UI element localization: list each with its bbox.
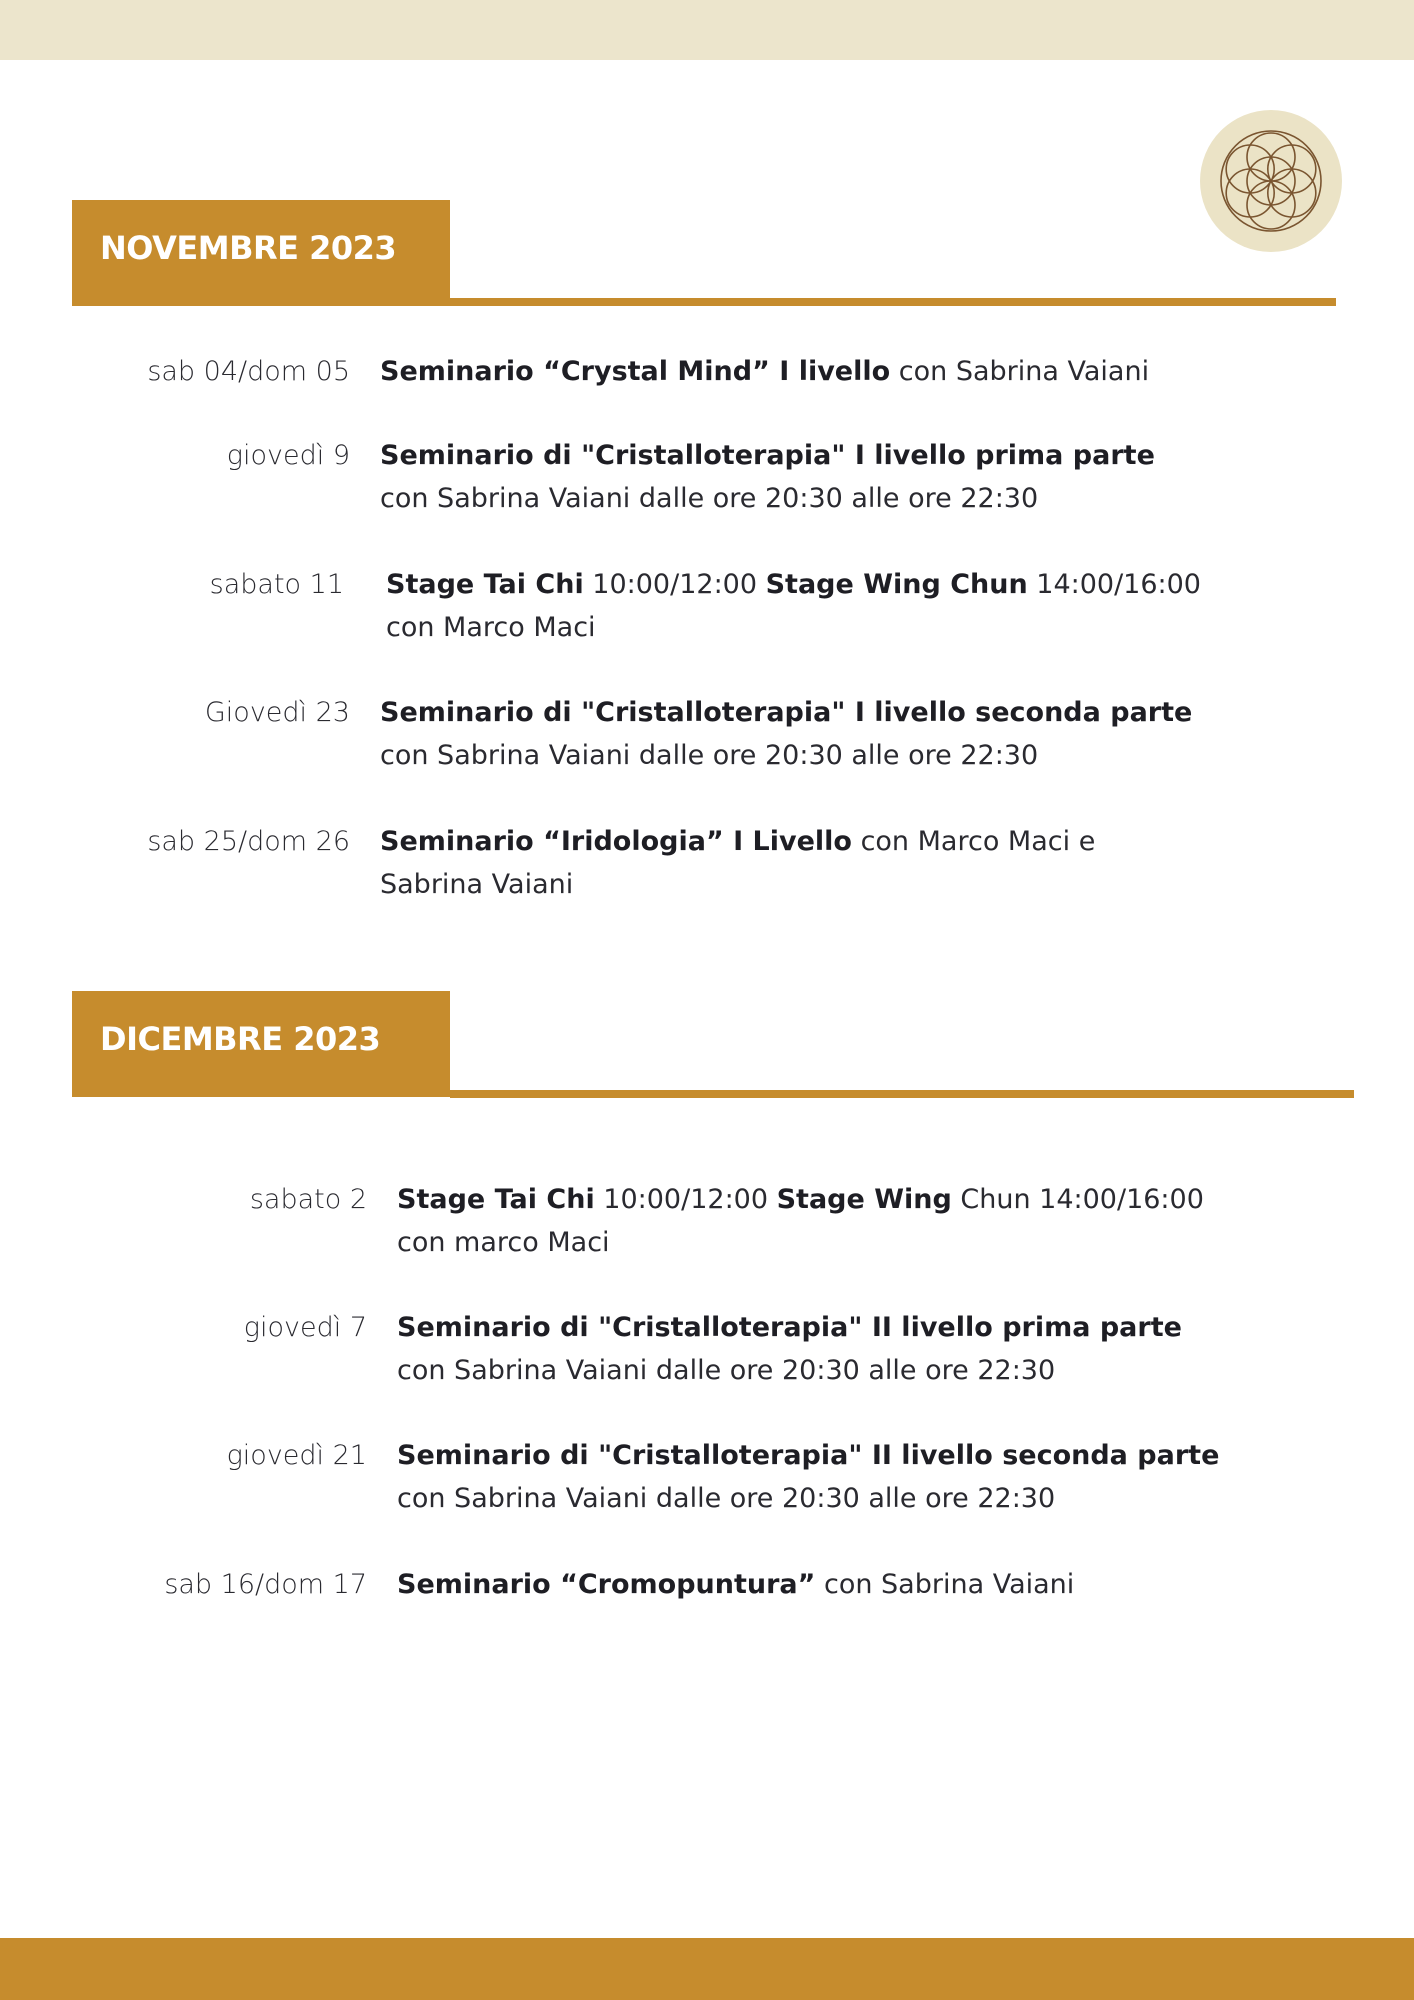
event-description (380, 350, 1210, 393)
section-rule (450, 298, 1336, 306)
event-description (397, 1178, 1227, 1264)
event-details: con Sabrina Vaiani dalle ore 20:30 alle ore 22:30 (397, 1483, 1056, 1514)
event-title: Stage Wing (776, 1184, 952, 1215)
event-title: Seminario di "Cristalloterapia" I livello seconda parte (380, 697, 1193, 728)
event-description (386, 563, 1216, 649)
event-title: Stage Tai Chi (386, 569, 584, 600)
event-details: 10:00/12:00 (583, 569, 766, 600)
event-title: Stage Wing Chun (765, 569, 1028, 600)
event-description (380, 691, 1210, 777)
event-description (397, 1563, 1227, 1606)
event-details: con Sabrina Vaiani dalle ore 20:30 alle ore 22:30 (380, 483, 1039, 514)
event-details: con Sabrina Vaiani dalle ore 20:30 alle ore 22:30 (380, 740, 1039, 771)
event-date: sab 16/dom 17 (164, 1569, 367, 1600)
event-description (397, 1306, 1227, 1392)
event-title: Seminario di "Cristalloterapia" II livello prima parte (397, 1312, 1182, 1343)
event-details: 10:00/12:00 (594, 1184, 777, 1215)
event-date: sab 04/dom 05 (147, 356, 350, 387)
event-title: Seminario di "Cristalloterapia" I livello prima parte (380, 440, 1155, 471)
event-date: giovedì 21 (226, 1440, 367, 1471)
section-title: NOVEMBRE 2023 (100, 229, 397, 267)
event-details: con Sabrina Vaiani dalle ore 20:30 alle ore 22:30 (397, 1355, 1056, 1386)
top-band (0, 0, 1414, 60)
event-title: Seminario “Iridologia” I Livello (380, 826, 852, 857)
section-title: DICEMBRE 2023 (100, 1020, 381, 1058)
event-date: sabato 2 (249, 1184, 367, 1215)
event-date: giovedì 9 (226, 440, 350, 471)
event-details: Chun 14:00/16:00 con marco Maci (397, 1184, 1204, 1258)
event-title: Seminario “Crystal Mind” I livello (380, 356, 891, 387)
event-details: con Sabrina Vaiani (890, 356, 1150, 387)
event-details: con Sabrina Vaiani (815, 1569, 1075, 1600)
event-description (380, 434, 1210, 520)
event-title: Seminario “Cromopuntura” (397, 1569, 816, 1600)
event-description (397, 1434, 1227, 1520)
section-rule (450, 1090, 1354, 1098)
event-title: Stage Tai Chi (397, 1184, 595, 1215)
bottom-band (0, 1938, 1414, 2000)
event-details: con Marco Maci e Sabrina Vaiani (380, 826, 1096, 900)
event-date: sabato 11 (209, 569, 344, 600)
event-details: 14:00/16:00 con Marco Maci (386, 569, 1201, 643)
event-title: Seminario di "Cristalloterapia" II livello seconda parte (397, 1440, 1220, 1471)
section-header-dicembre (72, 991, 1354, 1097)
event-date: sab 25/dom 26 (147, 826, 350, 857)
section-header-novembre (72, 200, 1336, 306)
event-description (380, 820, 1140, 906)
event-date: Giovedì 23 (204, 697, 350, 728)
event-date: giovedì 7 (243, 1312, 367, 1343)
